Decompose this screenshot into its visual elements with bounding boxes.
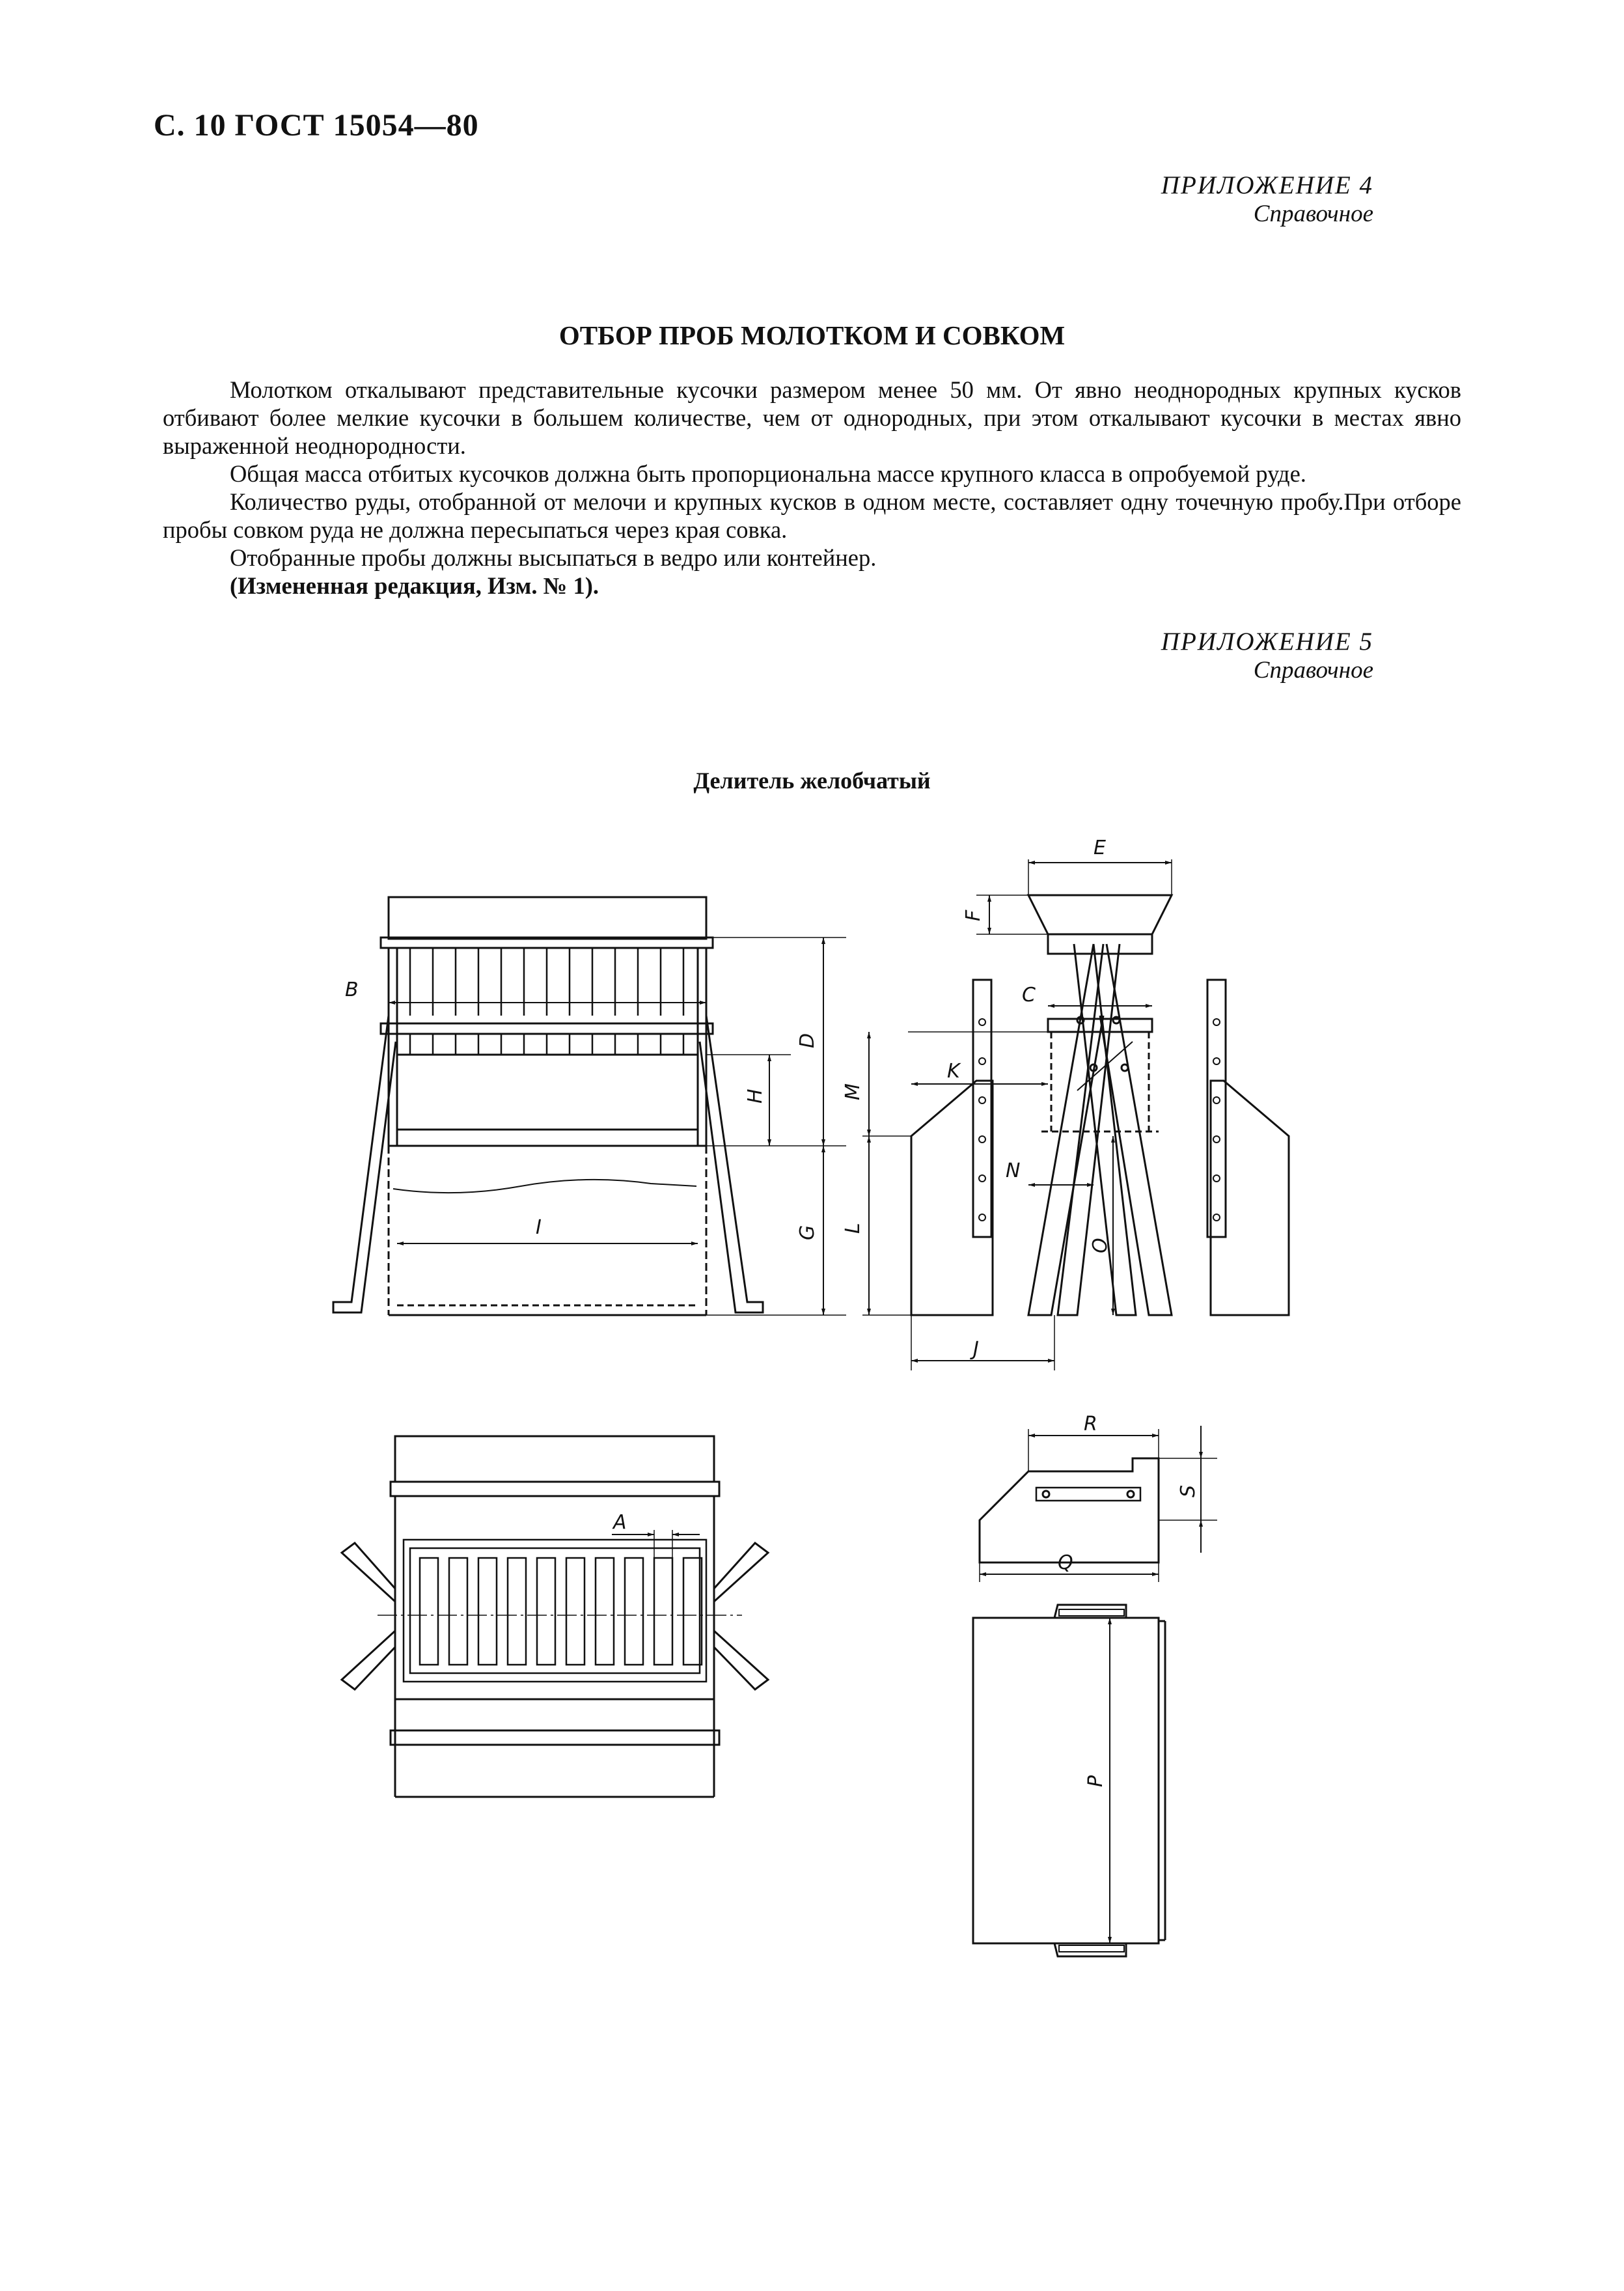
front-view	[333, 897, 846, 1315]
dim-label-h: H	[744, 1089, 767, 1104]
dim-label-n: N	[1006, 1159, 1021, 1182]
paragraph: Молотком откалывают представительные кусочки размером менее 50 мм. От явно неоднородных крупных кусков отбивают более мелкие кусочки в большем количестве, чем от однородных, при этом откалывают кусочки в местах явно выраженной неоднородности.	[163, 376, 1461, 459]
side-view	[862, 859, 1289, 1370]
dim-label-o: O	[1089, 1238, 1112, 1253]
paragraph: Общая масса отбитых кусочков должна быть пропорциональна массе крупного класса в опробуемой руде.	[230, 460, 1306, 487]
dimension-labels	[345, 837, 1200, 1787]
amendment-note: (Измененная редакция, Изм. № 1).	[230, 572, 599, 599]
dim-label-d: D	[796, 1033, 819, 1048]
paragraph: Отобранные пробы должны высыпаться в ведро или контейнер.	[230, 544, 877, 571]
dim-label-p: P	[1084, 1775, 1107, 1787]
appendix-5-title: ПРИЛОЖЕНИЕ 5	[1161, 628, 1373, 656]
dim-label-q: Q	[1058, 1551, 1073, 1574]
dim-label-f: F	[962, 909, 985, 921]
dim-label-k: K	[947, 1060, 960, 1083]
figure-title: Делитель желобчатый	[693, 768, 931, 794]
dim-label-j: J	[973, 1338, 979, 1361]
appendix-5-type: Справочное	[1253, 657, 1373, 684]
dim-label-m: M	[842, 1083, 864, 1100]
dim-label-i: I	[536, 1216, 542, 1239]
dim-label-b: B	[345, 979, 359, 1001]
dim-label-r: R	[1084, 1413, 1097, 1436]
scoop-side-view	[980, 1426, 1217, 1582]
paragraph: Количество руды, отобранной от мелочи и крупных кусков в одном месте, составляет одну точечную пробу.При отборе пробы совком руда не должна пересыпаться через края совка.	[163, 488, 1461, 543]
dim-label-s: S	[1177, 1484, 1200, 1497]
section-title: ОТБОР ПРОБ МОЛОТКОМ И СОВКОМ	[558, 320, 1066, 350]
dim-label-c: C	[1022, 984, 1036, 1007]
scoop-plan-view	[973, 1605, 1165, 1956]
dim-label-a: A	[613, 1511, 627, 1534]
dim-label-g: G	[796, 1225, 819, 1240]
page-header: С. 10 ГОСТ 15054—80	[154, 108, 479, 143]
dim-label-l: L	[842, 1223, 864, 1234]
plan-view	[342, 1436, 768, 1797]
appendix-4-title: ПРИЛОЖЕНИЕ 4	[1161, 171, 1373, 199]
dim-label-e: E	[1094, 837, 1106, 859]
appendix-4-type: Справочное	[1253, 201, 1373, 227]
